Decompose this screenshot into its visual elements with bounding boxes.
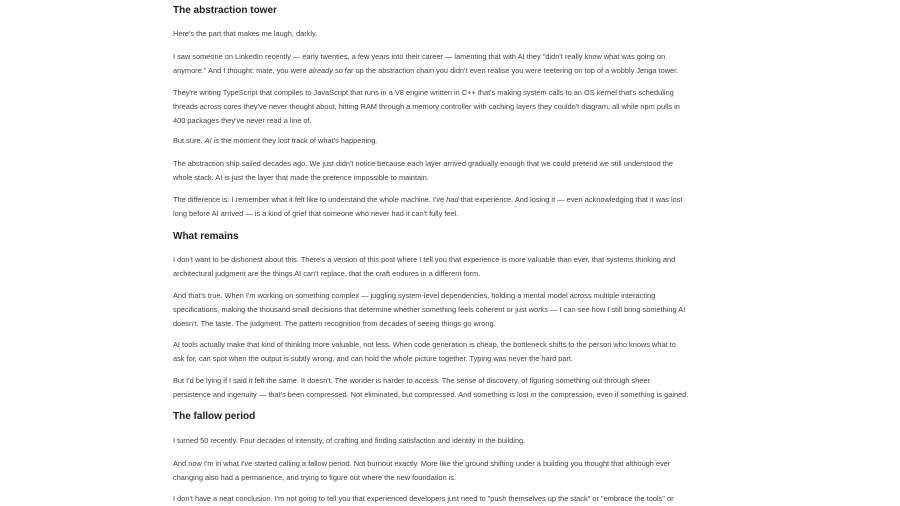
section-heading-what-remains: What remains	[173, 231, 239, 242]
paragraph-line: The abstraction ship sailed decades ago. We just didn't notice because each layer arrived gradually enough that we could pretend we still understood the	[173, 159, 674, 168]
paragraph-line: But I'd be lying if I said it felt the same. It doesn't. The wonder is harder to access. The sense of discovery, of figuring something out through sheer	[173, 376, 650, 385]
paragraph-line: The difference is: I remember what it felt like to understand the whole machine. I've had that experience. And losing it — even acknowledging that it was lost	[173, 195, 683, 204]
paragraph	[173, 157, 733, 185]
paragraph	[173, 434, 733, 448]
paragraph-line: changing also had a permanence, and trying to figure out where the new foundation is.	[173, 473, 457, 482]
paragraph-line: persistence and ingenuity — that's been compressed. Not eliminated, but compressed. And something is lost in the compression, even if something is gained.	[173, 390, 689, 399]
paragraph-line: AI tools actually make that kind of thinking more valuable, not less. When code generation is cheap, the bottleneck shifts to the person who knows what to	[173, 340, 676, 349]
paragraph	[173, 50, 733, 78]
paragraph-line: I don't want to be dishonest about this. There's a version of this post where I tell you that experience is more valuable than ever, that systems thinking and	[173, 255, 676, 264]
paragraph-line: architectural judgment are the things AI can't replace, that the craft endures in a different form.	[173, 269, 481, 278]
paragraph-line: whole stack. AI is just the layer that made the pretence impossible to maintain.	[173, 173, 429, 182]
paragraph-line: ask for, can spot when the output is subtly wrong, and can hold the whole picture together. Typing was never the hard part.	[173, 354, 574, 363]
paragraph-line: long before AI arrived — is a kind of grief that someone who never had it can't fully feel.	[173, 209, 459, 218]
paragraph	[173, 289, 733, 331]
paragraph-line: And that's true. When I'm working on something complex — juggling system-level dependencies, holding a mental model across multiple interacting	[173, 291, 656, 300]
paragraph	[173, 374, 733, 402]
paragraph-line: doesn't. The taste. The judgment. The pattern recognition from decades of seeing things go wrong.	[173, 319, 496, 328]
paragraph-line: But sure. AI is the moment they lost track of what's happening.	[173, 136, 378, 145]
paragraph	[173, 193, 733, 221]
paragraph-line: I don't have a neat conclusion. I'm not going to tell you that experienced developers just need to "push themselves up the stack" or "embrace the tools" or	[173, 494, 674, 503]
paragraph-line: I saw someone on LinkedIn recently — early twenties, a few years into their career — lamenting that with AI they "didn't really know what was going on	[173, 52, 666, 61]
paragraph	[173, 86, 733, 128]
paragraph-line: And now I'm in what I've started calling a fallow period. Not burnout exactly. More like the ground shifting under a building you thought that although ever	[173, 459, 671, 468]
paragraph	[173, 253, 733, 281]
paragraph-line: anymore." And I thought: mate, you were already so far up the abstraction chain you didn't even realise you were teetering on top of a wobbly Jenga tower.	[173, 66, 679, 75]
paragraph	[173, 134, 733, 148]
paragraph	[173, 492, 733, 506]
paragraph	[173, 27, 733, 41]
paragraph-line: specifications, making the thousand small decisions that determine whether something feels coherent or just works — I can see how I still bring something AI	[173, 305, 686, 314]
section-heading-fallow-period: The fallow period	[173, 411, 256, 422]
paragraph-line: Here's the part that makes me laugh, darkly.	[173, 29, 318, 38]
paragraph	[173, 457, 733, 485]
paragraph-line: I turned 50 recently. Four decades of intensity, of crafting and finding satisfaction and identity in the building.	[173, 436, 526, 445]
paragraph-line: 400 packages they've never read a line of.	[173, 116, 312, 125]
paragraph-line: They're writing TypeScript that compiles to JavaScript that runs in a V8 engine written in C++ that's making system calls to an OS kernel that's scheduling	[173, 88, 674, 97]
section-heading-abstraction-tower: The abstraction tower	[173, 5, 277, 16]
paragraph-line: threads across cores they've never thought about, hitting RAM through a memory controller with caching layers they couldn't diagram, all while npm pulls in	[173, 102, 680, 111]
paragraph	[173, 338, 733, 366]
